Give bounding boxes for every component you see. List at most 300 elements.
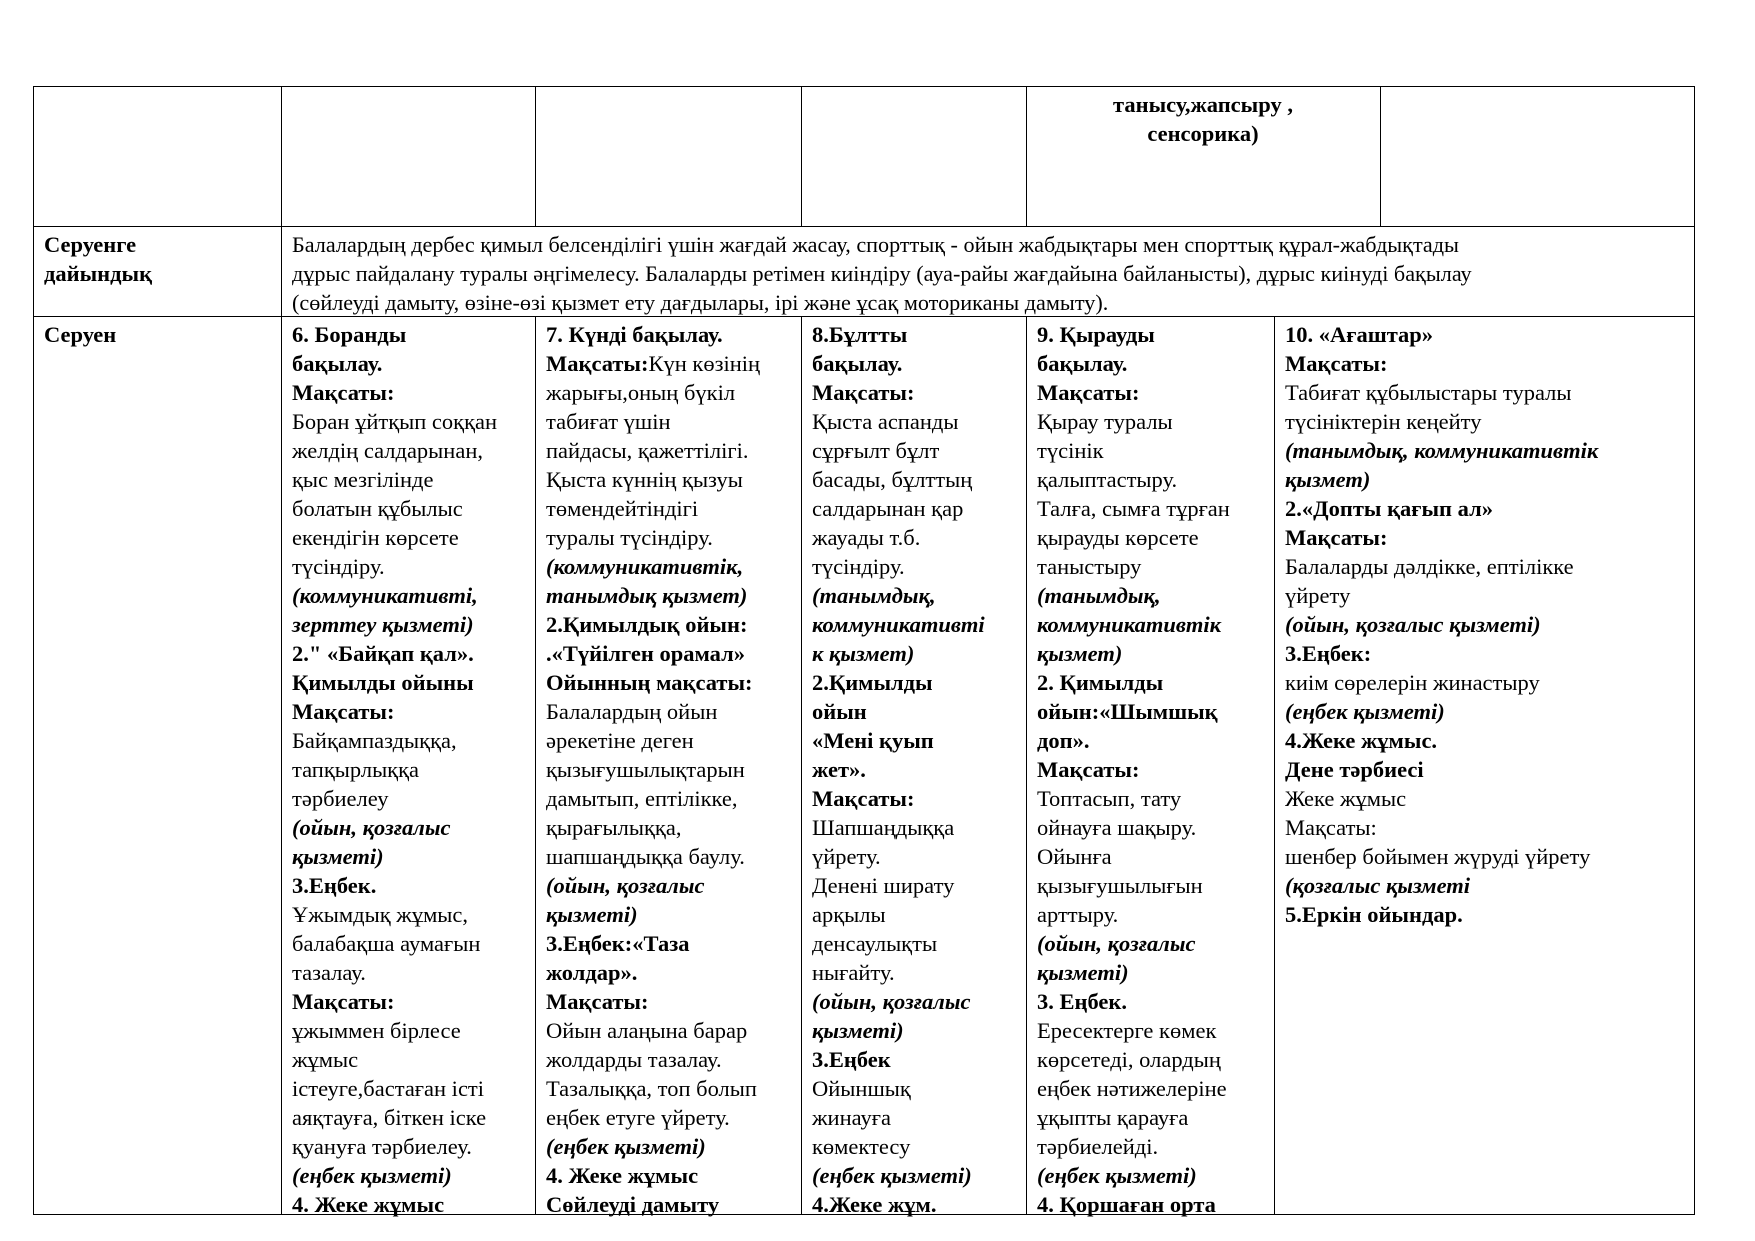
cell-text-segment: (ойын, қозғалыс [812,989,971,1014]
cell-text-segment: істеуге,бастаған істі [292,1076,485,1101]
cell-text-segment: 2.Қимылдық ойын: [546,612,748,637]
cell-text-line [1285,436,1684,465]
cell-text-line [292,581,525,610]
cell-text-line [812,349,1016,378]
cell-text-line [812,842,1016,871]
walk-preparation-text [281,227,1694,316]
text-line: дұрыс пайдалану туралы әңгімелесу. Балаларды ретімен киіндіру (ауа-райы жағдайына байланысты), дұрыс киінуді бақылау [292,261,1472,286]
cell-text-segment: сұрғылт бұлт [812,438,940,463]
cell-text-segment: қызығушылықтарын [546,757,745,782]
cell-text-line [812,378,1016,407]
cell-text-line [1285,900,1684,929]
cell-text-line [1037,378,1264,407]
walk-wednesday-cell [801,317,1026,1217]
cell-text-line [546,1161,791,1190]
cell-text-line [292,697,525,726]
cell-text-segment: киім сөрелерін жинастыру [1285,670,1540,695]
cell-text-line [812,1016,1016,1045]
cell-text-line [292,1132,525,1161]
cell-text-line [1037,581,1264,610]
cell-text-line [812,1190,1016,1219]
cell-text-line [546,697,791,726]
cell-text-line [812,494,1016,523]
cell-text-segment: жолдарды тазалау. [546,1047,722,1072]
cell-text-line [546,494,791,523]
cell-text-line [812,1132,1016,1161]
cell-text-segment: Денені ширату [812,873,955,898]
cell-text-line [812,929,1016,958]
cell-text-line [812,668,1016,697]
cell-text-segment: Ойынға [1037,844,1112,869]
cell-text-segment: таныстыру [1037,554,1142,579]
cell-text-segment: арқылы [812,902,886,927]
cell-text-line [812,407,1016,436]
cell-text-segment: Боран ұйтқып соққан [292,409,498,434]
cell-text-segment: қыс мезгілінде [292,467,434,492]
cell-text-line [292,552,525,581]
cell-text-line: танысу,жапсыру , [1113,92,1293,117]
cell-text-line [292,813,525,842]
cell-text-segment: (еңбек қызметі) [1037,1163,1197,1188]
cell-text-segment: 2." «Байқап қал». [292,641,474,666]
cell-text-segment: Мақсаты: [1285,815,1377,840]
cell-text-segment: Жеке жұмыс [1285,786,1407,811]
cell-text-line [1037,494,1264,523]
cell-text-line [1285,813,1684,842]
cell-text-line [292,1016,525,1045]
cell-thursday-continuation [1026,87,1380,226]
cell-text-line [292,987,525,1016]
cell-text-segment: доп». [1037,728,1090,753]
cell-text-segment: қызметі) [1037,960,1129,985]
cell-text-line [812,1074,1016,1103]
cell-text-segment: 4. Жеке жұмыс [292,1192,445,1217]
cell-text-line [1037,784,1264,813]
cell-text-segment: Шапшаңдыққа [812,815,955,840]
row-label-walk-preparation [34,227,281,316]
cell-text-segment: жарығы,оның бүкіл [546,380,736,405]
cell-text-segment: 5.Еркін ойындар. [1285,902,1463,927]
cell-text-segment: 2.Қимылды [812,670,933,695]
cell-text-line [546,407,791,436]
cell-text-segment: Дене тәрбиесі [1285,757,1424,782]
cell-text-segment: Мақсаты: [292,699,395,724]
cell-text-segment: Мақсаты: [546,351,649,376]
cell-text-segment: жинауға [812,1105,891,1130]
cell-text-line [1037,1190,1264,1219]
cell-text-line [546,929,791,958]
cell-text-segment: төмендейтіндігі [546,496,699,521]
cell-text-segment: бақылау. [1037,351,1128,376]
cell-text-segment: (танымдық, [812,583,936,608]
cell-text-segment: 3.Еңбек [812,1047,891,1072]
cell-text-segment: болатын құбылыс [292,496,463,521]
cell-text-line [1037,1045,1264,1074]
cell-text-line [546,639,791,668]
cell-text-segment: 3.Еңбек: [1285,641,1372,666]
cell-text-line [292,320,525,349]
cell-text-line [812,1103,1016,1132]
cell-text-line [1285,349,1684,378]
cell-text-segment: (коммуникативті, [292,583,478,608]
cell-text-line [546,1016,791,1045]
cell-text-segment: «Мені қуып [812,728,934,753]
cell-text-line [1285,378,1684,407]
cell-text-segment: 2.«Допты қағып ал» [1285,496,1493,521]
row-label-line: Серуен [44,322,117,347]
cell-text-line [1037,668,1264,697]
cell-text-segment: шенбер бойымен жүруді үйрету [1285,844,1591,869]
cell-text-segment: к қызмет) [812,641,915,666]
column-divider [535,87,536,226]
cell-text-line [1037,465,1264,494]
cell-text-segment: салдарынан қар [812,496,964,521]
cell-text-segment: Ойыншық [812,1076,911,1101]
cell-text-segment: қызмет) [1037,641,1123,666]
cell-text-line [1037,1074,1264,1103]
cell-text-segment: (ойын, қозғалыс [546,873,705,898]
cell-text-segment: 4. Жеке жұмыс [546,1163,699,1188]
cell-text-line [812,552,1016,581]
cell-text-line [292,378,525,407]
cell-text-line [292,523,525,552]
cell-text-segment: Мақсаты: [812,380,915,405]
cell-text-line [812,726,1016,755]
cell-text-line [546,958,791,987]
cell-text-segment: тапқырлыққа [292,757,420,782]
cell-text-line [812,871,1016,900]
cell-text-line [292,871,525,900]
cell-text-line [1037,1016,1264,1045]
cell-text-segment: (еңбек қызметі) [1285,699,1445,724]
cell-text-segment: жауады т.б. [812,525,921,550]
cell-text-line [1037,639,1264,668]
cell-text-segment: түсініктерін кеңейту [1285,409,1482,434]
cell-text-segment: көмектесу [812,1134,911,1159]
cell-text-line [1285,639,1684,668]
cell-text-line [292,1045,525,1074]
cell-text-segment: жет». [812,757,866,782]
cell-text-segment: 9. Қырауды [1037,322,1155,347]
cell-text-line [292,349,525,378]
cell-text-segment: .«Түйілген орамал» [546,641,745,666]
cell-text-segment: табиғат үшін [546,409,671,434]
cell-text-line [1285,407,1684,436]
column-divider [1380,87,1381,226]
cell-text-segment: қызметі) [812,1018,904,1043]
cell-text-segment: (танымдық, [1037,583,1161,608]
cell-text-line [292,1161,525,1190]
cell-text-line [292,1074,525,1103]
cell-text-segment: түсіндіру. [292,554,385,579]
cell-text-segment: ойнауға шақыру. [1037,815,1197,840]
cell-text-segment: Қимылды ойыны [292,670,474,695]
cell-text-segment: Мақсаты: [292,380,395,405]
cell-text-line [1285,320,1684,349]
cell-text-line [292,436,525,465]
cell-text-segment: қызығушылығын [1037,873,1203,898]
cell-text-segment: дамытып, ептілікке, [546,786,738,811]
cell-text-segment: бақылау. [812,351,903,376]
cell-text-segment: Мақсаты: [292,989,395,1014]
cell-text-segment: 6. Боранды [292,322,407,347]
cell-text-line [546,523,791,552]
row-label-walk [34,317,281,1214]
cell-text-segment: қырағылыққа, [546,815,682,840]
cell-text-segment: шапшаңдыққа баулу. [546,844,745,869]
cell-text-segment: арттыру. [1037,902,1119,927]
cell-text-segment: Сөйлеуді дамыту [546,1192,720,1217]
cell-text-line [1285,697,1684,726]
cell-text-line [292,639,525,668]
cell-text-line [546,320,791,349]
cell-text-line [546,436,791,465]
cell-text-segment: (еңбек қызметі) [292,1163,452,1188]
cell-text-segment: (ойын, қозғалыс [292,815,451,840]
cell-text-line [1037,813,1264,842]
cell-text-line [812,755,1016,784]
cell-text-line [1285,755,1684,784]
cell-text-segment: 7. Күнді бақылау. [546,322,723,347]
cell-text-segment: түсіндіру. [812,554,905,579]
text-line: (сөйлеуді дамыту, өзіне-өзі қызмет ету дағдылары, ірі және ұсақ моториканы дамыту). [292,290,1109,315]
cell-text-segment: Қырау туралы [1037,409,1173,434]
cell-text-segment: Табиғат құбылыстары туралы [1285,380,1572,405]
cell-text-line [812,900,1016,929]
cell-text-segment: 8.Бұлтты [812,322,908,347]
cell-text-segment: еңбек етуге үйрету. [546,1105,730,1130]
cell-text-line [546,378,791,407]
cell-text-line [812,436,1016,465]
cell-text-segment: қуануға тәрбиелеу. [292,1134,472,1159]
cell-text-line [292,1103,525,1132]
cell-text-line [292,842,525,871]
cell-text-segment: Ойынның мақсаты: [546,670,753,695]
cell-text-segment: (танымдық, коммуникативтік [1285,438,1599,463]
cell-text-segment: қырауды көрсете [1037,525,1199,550]
cell-text-line [1285,784,1684,813]
cell-text-line [546,842,791,871]
cell-text-line [812,639,1016,668]
cell-text-line [1285,610,1684,639]
cell-text-line [546,1103,791,1132]
cell-text-line [546,784,791,813]
cell-text-line [1037,987,1264,1016]
cell-text-line [292,958,525,987]
cell-text-segment: 4.Жеке жұмыс. [1285,728,1438,753]
cell-text-segment: Мақсаты: [1037,757,1140,782]
cell-text-line [1037,436,1264,465]
cell-text-segment: (қозғалыс қызметі [1285,873,1471,898]
cell-text-line [1037,900,1264,929]
walk-friday-cell [1274,317,1694,1214]
cell-text-line [812,958,1016,987]
column-divider [801,87,802,226]
cell-text-line [292,668,525,697]
cell-text-line [546,1074,791,1103]
cell-text-segment: басады, бұлттың [812,467,973,492]
cell-text-line [1037,1132,1264,1161]
column-divider [281,87,282,226]
cell-text-segment: (еңбек қызметі) [812,1163,972,1188]
cell-text-line [1037,320,1264,349]
cell-text-line [812,784,1016,813]
cell-text-segment: Топтасып, тату [1037,786,1182,811]
cell-text-segment: коммуникативтік [1037,612,1222,637]
cell-text-segment: (ойын, қозғалыс қызметі) [1285,612,1541,637]
cell-text-line [546,465,791,494]
cell-text-segment: аяқтауға, біткен іске [292,1105,487,1130]
cell-text-line [1037,697,1264,726]
cell-text-line [1037,1103,1264,1132]
text-line: Балалардың дербес қимыл белсенділігі үшін жағдай жасау, спорттық - ойын жабдықтары мен спорттық құрал-жабдықтады [292,232,1459,257]
cell-text-line [1037,523,1264,552]
cell-text-segment: Мақсаты: [1037,380,1140,405]
cell-text-segment: желдің салдарынан, [292,438,483,463]
cell-text-line [1285,668,1684,697]
cell-text-line [812,1161,1016,1190]
cell-text-segment: Қыста аспанды [812,409,959,434]
cell-text-segment: Мақсаты: [546,989,649,1014]
cell-text-segment: Күн көзінің [648,351,761,376]
cell-text-segment: түсінік [1037,438,1104,463]
cell-text-segment: еңбек нәтижелеріне [1037,1076,1227,1101]
cell-text-segment: қызметі) [546,902,638,927]
cell-text-segment: зерттеу қызметі) [292,612,474,637]
plan-table [33,86,1695,1215]
cell-text-line [1037,726,1264,755]
table-row-walk-preparation [33,227,1695,317]
cell-text-segment: 4. Қоршаған орта [1037,1192,1216,1217]
cell-text-segment: пайдасы, қажеттілігі. [546,438,749,463]
cell-text-line [1037,958,1264,987]
cell-text-segment: 10. «Ағаштар» [1285,322,1434,347]
table-row-continuation [33,86,1695,227]
cell-text-line [546,610,791,639]
cell-text-line [1285,494,1684,523]
cell-text-line [546,349,791,378]
cell-text-segment: (ойын, қозғалыс [1037,931,1196,956]
cell-text-line [292,407,525,436]
cell-text-segment: 2. Қимылды [1037,670,1164,695]
cell-text-segment: тәрбиелеу [292,786,389,811]
cell-text-segment: бақылау. [292,351,383,376]
cell-text-segment: жолдар». [546,960,638,985]
cell-text-line [546,552,791,581]
walk-monday-cell [281,317,535,1217]
cell-text-line [292,726,525,755]
row-label-line: дайындық [44,261,153,286]
cell-text-line [546,900,791,929]
cell-text-line: сенсорика) [1147,121,1259,146]
cell-text-line [812,465,1016,494]
cell-text-line [1037,755,1264,784]
cell-text-segment: (коммуникативтік, [546,554,744,579]
cell-text-segment: танымдық қызмет) [546,583,748,608]
cell-text-segment: екендігін көрсете [292,525,459,550]
cell-text-segment: 3. Еңбек. [1037,989,1127,1014]
cell-text-line [812,813,1016,842]
cell-text-segment: үйрету [1285,583,1351,608]
cell-text-line [1285,842,1684,871]
cell-text-segment: Тазалыққа, топ болып [546,1076,757,1101]
cell-text-line [546,668,791,697]
cell-text-segment: нығайту. [812,960,895,985]
cell-text-segment: Балаларды дәлдікке, ептілікке [1285,554,1574,579]
cell-text-segment: ойын:«Шымшық [1037,699,1218,724]
row-label-line: Серуенге [44,232,137,257]
cell-text-line [1285,581,1684,610]
cell-text-segment: қалыптастыру. [1037,467,1178,492]
cell-text-line [292,929,525,958]
cell-text-line [1037,871,1264,900]
cell-text-segment: ойын [812,699,867,724]
cell-text-line [1037,1161,1264,1190]
cell-text-line [546,1045,791,1074]
cell-text-line [812,523,1016,552]
cell-text-segment: әрекетіне деген [546,728,694,753]
cell-text-segment: Байқампаздыққа, [292,728,457,753]
table-row-walk [33,317,1695,1215]
cell-text-line [292,900,525,929]
cell-text-line [1285,465,1684,494]
cell-text-line [1037,407,1264,436]
cell-text-segment: жұмыс [292,1047,359,1072]
cell-text-segment: коммуникативті [812,612,985,637]
cell-text-segment: Мақсаты: [1285,525,1388,550]
cell-text-line [546,987,791,1016]
cell-text-segment: ұқыпты қарауға [1037,1105,1189,1130]
cell-text-line [546,1190,791,1219]
cell-text-segment: тәрбиелейді. [1037,1134,1159,1159]
cell-text-line [546,726,791,755]
cell-text-line [546,871,791,900]
cell-text-segment: Ойын алаңына барар [546,1018,748,1043]
cell-text-segment: Балалардың ойын [546,699,718,724]
cell-text-segment: балабақша аумағын [292,931,481,956]
cell-text-segment: денсаулықты [812,931,938,956]
cell-text-segment: 3.Еңбек:«Таза [546,931,690,956]
cell-text-line [292,494,525,523]
cell-text-segment: Талға, сымға тұрған [1037,496,1230,521]
cell-text-segment: туралы түсіндіру. [546,525,713,550]
cell-text-segment: қызметі) [292,844,384,869]
cell-text-line [546,755,791,784]
cell-text-line [1037,842,1264,871]
cell-text-line [812,987,1016,1016]
cell-text-segment: Ересектерге көмек [1037,1018,1217,1043]
cell-text-segment: 4.Жеке жұм. [812,1192,937,1217]
cell-text-line [812,1045,1016,1074]
cell-text-line [1037,552,1264,581]
cell-text-segment: көрсетеді, олардың [1037,1047,1221,1072]
cell-text-segment: Ұжымдық жұмыс, [292,902,469,927]
cell-text-segment: үйрету. [812,844,881,869]
cell-text-line [546,1132,791,1161]
cell-text-line [292,1190,525,1219]
cell-text-segment: 3.Еңбек. [292,873,377,898]
cell-text-line [1037,929,1264,958]
cell-text-segment: тазалау. [292,960,366,985]
cell-text-line [292,465,525,494]
cell-text-line [1285,871,1684,900]
cell-text-line [292,784,525,813]
cell-text-line [812,697,1016,726]
cell-text-line [546,813,791,842]
cell-text-line [292,610,525,639]
cell-text-segment: Қыста күннің қызуы [546,467,743,492]
cell-text-segment: Мақсаты: [1285,351,1388,376]
